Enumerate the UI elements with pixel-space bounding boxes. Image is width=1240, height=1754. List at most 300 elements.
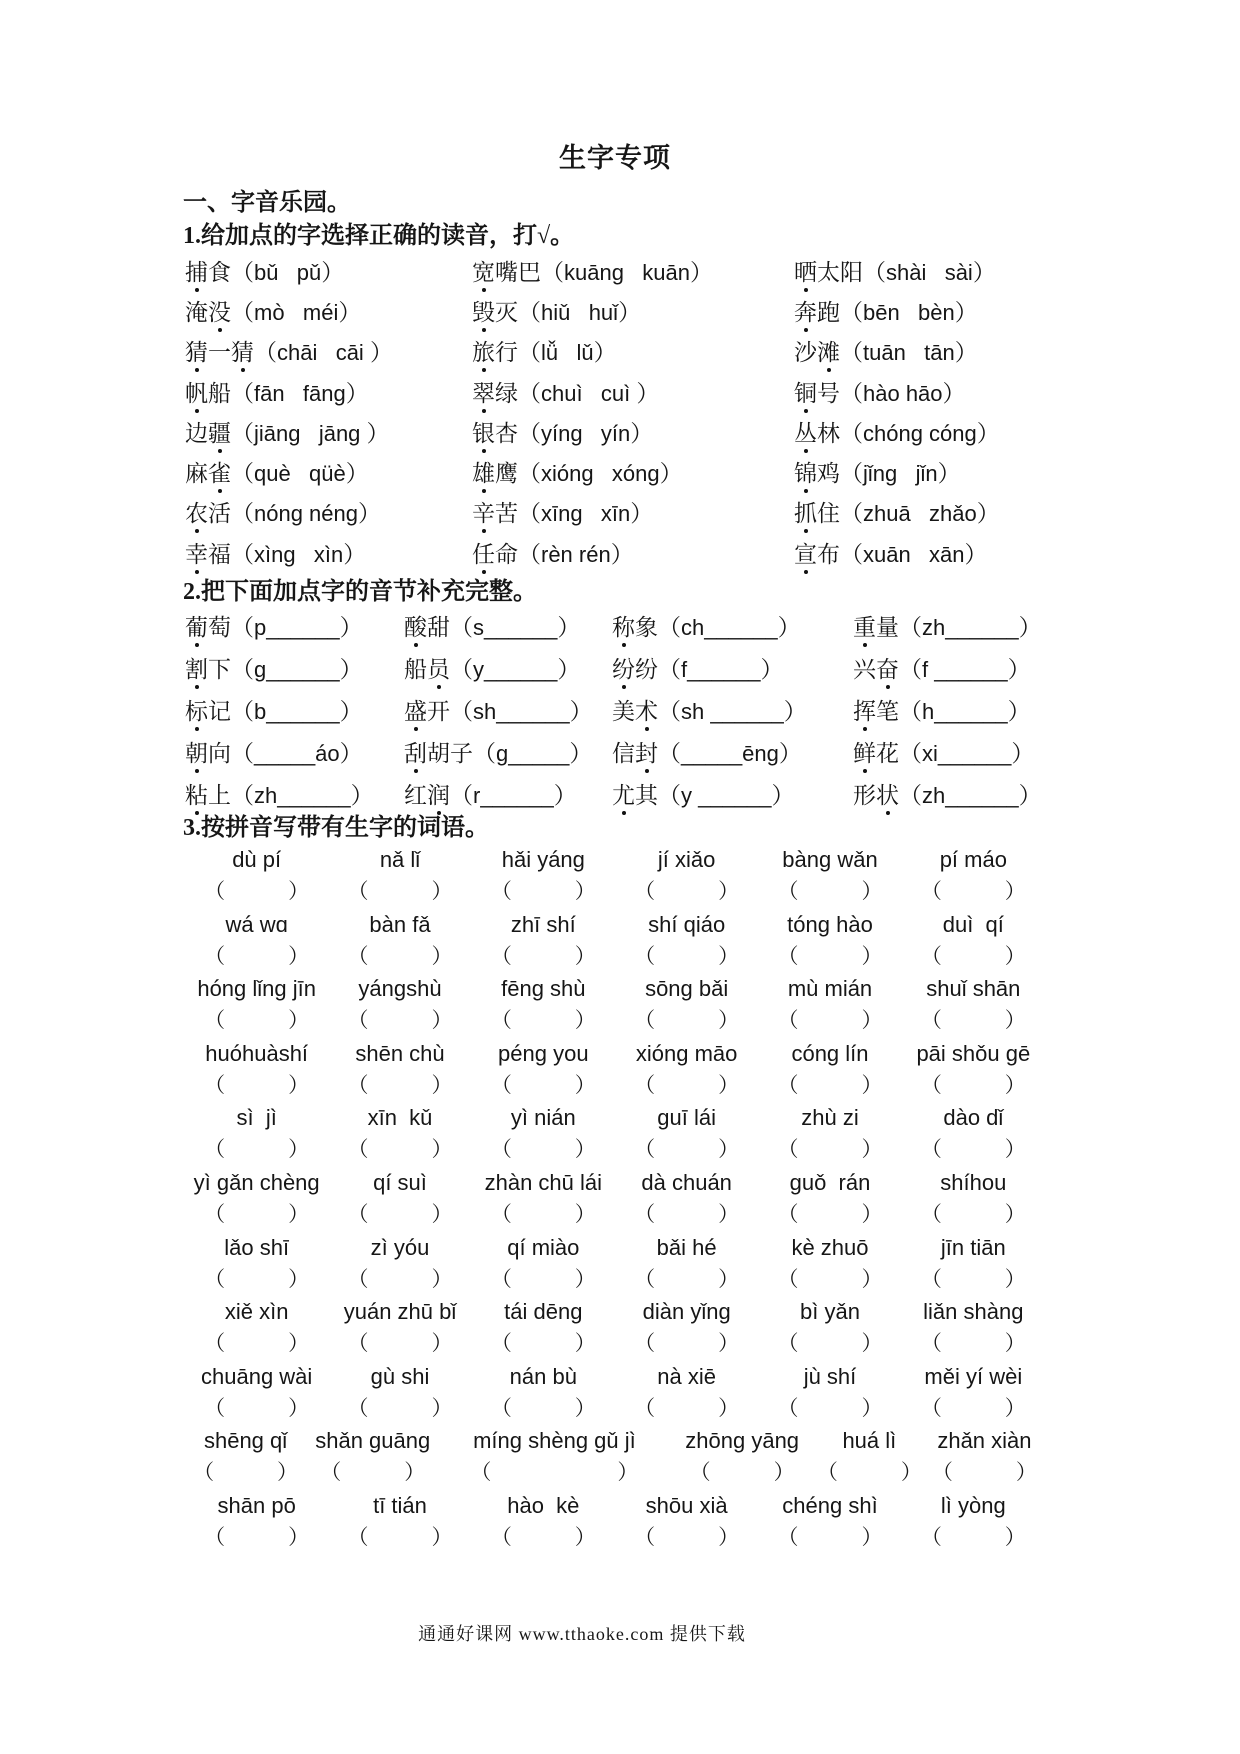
answer-parens: （ ）	[347, 1072, 453, 1097]
hanzi-char: 术	[635, 693, 658, 726]
paren-open: （	[518, 299, 541, 325]
syllable-blank: zh______	[922, 782, 1019, 808]
section1-heading: 一、字音乐园。	[183, 190, 351, 216]
hanzi-char: 上	[208, 782, 231, 808]
answer-parens: （ ）	[320, 1460, 426, 1485]
hanzi-char: 丛	[794, 415, 817, 448]
hanzi-char: 割	[185, 651, 208, 684]
syllable-blank: _____áo	[254, 740, 340, 766]
answer-parens: （ ）	[204, 1524, 310, 1549]
pinyin-word: guī lái	[657, 1105, 717, 1131]
pinyin-word: chuāng wài	[201, 1363, 313, 1389]
pinyin-row	[185, 1103, 1045, 1133]
syllable-blank: g_____	[496, 740, 570, 766]
hanzi-char: 活	[208, 501, 231, 527]
pinyin-word: cóng lín	[791, 1040, 869, 1066]
answer-parens: （ ）	[920, 1331, 1026, 1356]
hanzi-char: 晒	[794, 254, 817, 287]
paren-open: （	[231, 501, 254, 527]
pinyin-word: hóng lǐng jīn	[197, 976, 316, 1002]
pinyin-word: shí qiáo	[648, 911, 726, 937]
answer-parens: （ ）	[204, 879, 310, 903]
word-item	[185, 375, 472, 408]
hanzi-word	[853, 699, 899, 724]
word-item	[853, 777, 1055, 810]
answer-parens: （ ）	[490, 1072, 596, 1097]
paren-open: （	[840, 380, 863, 406]
paren-close: ）	[338, 299, 362, 325]
answer-row	[185, 875, 1045, 910]
paren-close: ）	[630, 501, 654, 527]
pinyin-choices: jǐng jǐn	[863, 461, 938, 487]
pinyin-word: xīn kǔ	[367, 1105, 433, 1131]
word-item	[404, 609, 612, 642]
word-item	[853, 651, 1055, 684]
answer-parens: （ ）	[347, 943, 453, 968]
pinyin-word: shuǐ shān	[926, 976, 1021, 1002]
pinyin-word: yángshù	[358, 976, 442, 1002]
pinyin-word: zhǎn xiàn	[937, 1428, 1032, 1454]
word-item	[853, 735, 1055, 768]
pinyin-word: shēng qǐ	[203, 1428, 288, 1454]
pinyin-word: lǎo shī	[224, 1234, 290, 1260]
pinyin-choices: zhuā zhǎo	[863, 501, 977, 527]
hanzi-word	[185, 615, 231, 640]
pinyin-row	[185, 1362, 1045, 1392]
hanzi-word	[185, 421, 231, 446]
answer-parens: （ ）	[920, 1137, 1026, 1162]
pinyin-word: diàn yǐng	[642, 1299, 731, 1325]
paren-close: ）	[937, 461, 961, 487]
pinyin-word: nà xiē	[657, 1363, 717, 1389]
hanzi-char: 沙	[794, 340, 817, 366]
pinyin-choices: hào hāo	[863, 380, 943, 406]
hanzi-char: 巴	[518, 259, 541, 285]
pinyin-choices: nóng néng	[254, 501, 358, 527]
hanzi-char: 住	[817, 501, 840, 527]
hanzi-word	[472, 381, 518, 406]
answer-parens: （ ）	[490, 879, 596, 903]
hanzi-char: 美	[612, 698, 635, 724]
hanzi-char: 子	[450, 740, 473, 766]
hanzi-word	[472, 421, 518, 446]
hanzi-char: 朝	[185, 735, 208, 768]
answer-parens: （ ）	[634, 1137, 740, 1162]
pinyin-word: liǎn shàng	[923, 1299, 1024, 1325]
pinyin-choices: xióng xóng	[541, 461, 660, 487]
hanzi-char: 铜	[794, 375, 817, 408]
hanzi-word	[472, 340, 518, 365]
word-item	[472, 495, 794, 528]
hanzi-char: 阳	[840, 259, 863, 285]
answer-row	[185, 1069, 1045, 1104]
answer-parens: （ ）	[634, 879, 740, 903]
pinyin-word: pāi shǒu gē	[916, 1040, 1031, 1066]
answer-parens: （ ）	[920, 1201, 1026, 1226]
pinyin-word: dà chuán	[641, 1169, 732, 1195]
word-item	[185, 735, 404, 768]
answer-parens: （ ）	[490, 943, 596, 968]
hanzi-char: 杏	[495, 420, 518, 446]
hanzi-word	[794, 381, 840, 406]
hanzi-word	[794, 300, 840, 325]
paren-close: ）	[343, 541, 367, 567]
syllable-blank: ch______	[681, 614, 778, 640]
paren-close: ）	[771, 782, 795, 808]
word-row	[185, 451, 1055, 491]
pinyin-choices: chóng cóng	[863, 420, 977, 446]
word-item	[612, 735, 853, 768]
answer-row	[185, 1263, 1045, 1298]
paren-close: ）	[358, 501, 381, 527]
hanzi-char: 标	[185, 693, 208, 726]
word-row	[185, 371, 1055, 411]
hanzi-word	[794, 340, 840, 365]
paren-open: （	[840, 501, 863, 527]
hanzi-word	[794, 461, 840, 486]
hanzi-char: 开	[427, 698, 450, 724]
answer-parens: （ ）	[634, 1201, 740, 1226]
pinyin-word: duì qí	[942, 911, 1004, 937]
hanzi-char: 银	[472, 415, 495, 448]
exercise2-instruction: 2.把下面加点字的音节补充完整。	[183, 579, 537, 605]
pinyin-word: bì yǎn	[800, 1299, 860, 1325]
paren-open: （	[231, 541, 254, 567]
hanzi-word	[185, 657, 231, 682]
hanzi-char: 其	[635, 782, 658, 808]
hanzi-char: 雀	[208, 455, 231, 488]
hanzi-char: 任	[472, 536, 495, 569]
paren-open: （	[450, 656, 473, 682]
paren-close: ）	[593, 340, 617, 366]
answer-parens: （ ）	[204, 943, 310, 968]
answer-parens: （ ）	[490, 1524, 596, 1549]
answer-parens: （ ）	[490, 1008, 596, 1033]
hanzi-word	[853, 615, 899, 640]
paren-open: （	[518, 420, 541, 446]
hanzi-char: 船	[404, 656, 427, 682]
answer-parens: （ ）	[204, 1137, 310, 1162]
word-item	[185, 254, 472, 287]
answer-parens: （ ）	[777, 1331, 883, 1356]
paren-open: （	[840, 299, 863, 325]
word-item	[404, 735, 612, 768]
answer-row	[185, 1327, 1045, 1362]
paren-close: ）	[976, 501, 1000, 527]
pinyin-word: shíhou	[940, 1169, 1007, 1195]
answer-parens: （ ）	[777, 1137, 883, 1162]
pinyin-choices: què qüè	[254, 461, 346, 487]
pinyin-word: zì yóu	[370, 1234, 430, 1260]
word-item	[612, 609, 853, 642]
answer-parens: （ ）	[920, 1266, 1026, 1291]
paren-close: ）	[777, 614, 801, 640]
pinyin-row	[185, 1297, 1045, 1327]
word-item	[185, 455, 472, 488]
hanzi-char: 没	[208, 294, 231, 327]
hanzi-word	[404, 615, 450, 640]
syllable-blank: h______	[922, 698, 1008, 724]
word-item	[794, 375, 1055, 408]
pinyin-choices: xìng xìn	[254, 541, 344, 567]
paren-close: ）	[618, 299, 642, 325]
answer-parens: （ ）	[777, 1072, 883, 1097]
pinyin-word: péng you	[498, 1040, 589, 1066]
answer-parens: （ ）	[347, 1331, 453, 1356]
pinyin-word: bǎi hé	[656, 1234, 717, 1260]
hanzi-word	[185, 501, 231, 526]
answer-parens: （ ）	[347, 1524, 453, 1549]
answer-row	[185, 1004, 1045, 1039]
hanzi-char: 重	[853, 609, 876, 642]
answer-parens: （ ）	[634, 1331, 740, 1356]
paren-open: （	[899, 656, 922, 682]
paren-open: （	[899, 782, 922, 808]
word-item	[794, 294, 1055, 327]
word-item	[185, 495, 472, 528]
hanzi-char: 福	[208, 541, 231, 567]
paren-open: （	[658, 782, 681, 808]
paren-open: （	[231, 299, 254, 325]
pinyin-word: tī tián	[373, 1492, 427, 1518]
pinyin-word: hǎi yáng	[501, 847, 585, 872]
paren-open: （	[231, 656, 254, 682]
word-item	[472, 294, 794, 327]
pinyin-row	[185, 1233, 1045, 1263]
pinyin-choices: yíng yín	[541, 420, 631, 446]
paren-open: （	[450, 782, 473, 808]
paren-close: ）	[369, 340, 393, 366]
answer-parens: （ ）	[490, 1395, 596, 1420]
paren-close: ）	[553, 782, 577, 808]
hanzi-char: 麻	[185, 461, 208, 487]
answer-parens: （ ）	[490, 1331, 596, 1356]
hanzi-word	[794, 260, 863, 285]
hanzi-char: 疆	[208, 415, 231, 448]
pinyin-word: dù pí	[232, 847, 282, 872]
answer-parens: （ ）	[490, 1137, 596, 1162]
word-item	[185, 415, 472, 448]
paren-close: ）	[339, 740, 363, 766]
paren-open: （	[840, 461, 863, 487]
paren-open: （	[518, 541, 541, 567]
pinyin-word: yì nián	[510, 1105, 576, 1131]
paren-open: （	[863, 259, 886, 285]
paren-open: （	[518, 461, 541, 487]
pinyin-word: jù shí	[803, 1363, 857, 1389]
answer-parens: （ ）	[347, 1266, 453, 1291]
hanzi-word	[612, 699, 658, 724]
paren-close: ）	[954, 299, 978, 325]
paren-close: ）	[339, 614, 363, 640]
paren-close: ）	[942, 380, 966, 406]
hanzi-char: 旅	[472, 334, 495, 367]
answer-row	[185, 1392, 1045, 1427]
hanzi-char: 幸	[185, 536, 208, 569]
hanzi-word	[185, 260, 231, 285]
hanzi-char: 向	[208, 740, 231, 766]
pinyin-row	[185, 1168, 1045, 1198]
answer-parens: （ ）	[347, 879, 453, 903]
hanzi-char: 记	[208, 698, 231, 724]
pinyin-word: sōng bǎi	[645, 976, 729, 1002]
pinyin-word: hào kè	[507, 1492, 580, 1518]
hanzi-word	[185, 699, 231, 724]
paren-close: ）	[659, 461, 683, 487]
syllable-blank: sh______	[473, 698, 570, 724]
exercise2-word-list	[185, 604, 1055, 814]
hanzi-char: 鲜	[853, 735, 876, 768]
pinyin-choices: jiāng jāng	[254, 420, 367, 446]
pinyin-word: fēng shù	[501, 976, 586, 1002]
paren-close: ）	[783, 698, 807, 724]
answer-parens: （ ）	[777, 943, 883, 968]
word-item	[794, 254, 1055, 287]
hanzi-char: 状	[876, 777, 899, 810]
paren-close: ）	[569, 740, 593, 766]
hanzi-char: 兴	[853, 656, 876, 682]
hanzi-word	[404, 741, 473, 766]
pinyin-word: shōu xià	[645, 1492, 728, 1518]
hanzi-char: 雄	[472, 455, 495, 488]
pinyin-choices: hiǔ huǐ	[541, 299, 619, 325]
paren-close: ）	[1018, 614, 1042, 640]
pinyin-choices: shài sài	[886, 259, 973, 285]
pinyin-choices: chāi cāi	[277, 340, 370, 366]
hanzi-word	[185, 542, 231, 567]
answer-parens: （ ）	[920, 879, 1026, 903]
hanzi-char: 润	[427, 777, 450, 810]
hanzi-word	[612, 615, 658, 640]
paren-close: ）	[610, 541, 634, 567]
paren-open: （	[231, 740, 254, 766]
hanzi-char: 跑	[817, 299, 840, 325]
syllable-blank: r______	[473, 782, 554, 808]
answer-parens: （ ）	[347, 1137, 453, 1162]
hanzi-word	[612, 783, 658, 808]
answer-parens: （ ）	[634, 1395, 740, 1420]
hanzi-char: 帆	[185, 375, 208, 408]
exercise1-word-list	[185, 250, 1055, 572]
hanzi-char: 一	[208, 340, 231, 366]
hanzi-char: 鹰	[495, 461, 518, 487]
word-item	[472, 334, 794, 367]
paren-close: ）	[366, 420, 390, 446]
hanzi-char: 挥	[853, 693, 876, 726]
hanzi-char: 布	[817, 541, 840, 567]
hanzi-char: 象	[635, 614, 658, 640]
word-item	[794, 495, 1055, 528]
syllable-blank: _____ēng	[681, 740, 779, 766]
answer-row	[185, 940, 1045, 975]
hanzi-word	[185, 381, 231, 406]
pinyin-choices: xīng xīn	[541, 501, 631, 527]
hanzi-word	[472, 542, 518, 567]
paren-close: ）	[1007, 698, 1031, 724]
hanzi-word	[853, 741, 899, 766]
pinyin-word: míng shèng gǔ jì	[473, 1428, 636, 1454]
hanzi-char: 号	[817, 380, 840, 406]
paren-close: ）	[350, 782, 374, 808]
paren-close: ）	[636, 380, 660, 406]
word-row	[185, 604, 1055, 646]
hanzi-word	[794, 421, 840, 446]
hanzi-word	[185, 461, 231, 486]
hanzi-word	[472, 501, 518, 526]
hanzi-char: 食	[208, 259, 231, 285]
answer-parens: （ ）	[920, 943, 1026, 968]
hanzi-char: 太	[817, 259, 840, 285]
hanzi-char: 边	[185, 420, 208, 446]
hanzi-char: 红	[404, 782, 427, 808]
word-row	[185, 411, 1055, 451]
pinyin-choices: bǔ pǔ	[254, 259, 322, 285]
word-row	[185, 250, 1055, 290]
answer-parens: （ ）	[634, 1072, 740, 1097]
answer-row	[185, 1521, 1045, 1556]
word-item	[185, 609, 404, 642]
footer-source-note: 通通好课网 www.tthaoke.com 提供下载	[418, 1624, 746, 1644]
hanzi-char: 毁	[472, 294, 495, 327]
hanzi-char: 船	[208, 380, 231, 406]
pinyin-word: xiě xìn	[224, 1299, 289, 1325]
paren-open: （	[450, 614, 473, 640]
paren-open: （	[518, 340, 541, 366]
pinyin-word: zhōng yāng	[685, 1428, 800, 1454]
paren-open: （	[658, 656, 681, 682]
paren-open: （	[840, 420, 863, 446]
word-row	[185, 532, 1055, 572]
word-item	[853, 609, 1055, 642]
hanzi-char: 农	[185, 495, 208, 528]
answer-row	[185, 1456, 1045, 1491]
paren-open: （	[231, 614, 254, 640]
pinyin-choices: rèn rén	[541, 541, 611, 567]
word-item	[794, 415, 1055, 448]
hanzi-word	[185, 340, 254, 365]
hanzi-char: 花	[876, 740, 899, 766]
answer-parens: （ ）	[204, 1395, 310, 1420]
pinyin-word: guǒ rán	[789, 1169, 871, 1195]
paren-open: （	[541, 259, 564, 285]
pinyin-word: dào dǐ	[943, 1105, 1004, 1131]
word-item	[472, 455, 794, 488]
word-row	[185, 730, 1055, 772]
hanzi-word	[612, 657, 658, 682]
pinyin-word: wá wɑ	[225, 911, 288, 937]
paren-close: ）	[569, 698, 593, 724]
hanzi-char: 纷	[635, 656, 658, 682]
word-item	[404, 651, 612, 684]
hanzi-char: 称	[612, 609, 635, 642]
hanzi-char: 苦	[495, 501, 518, 527]
hanzi-word	[404, 657, 450, 682]
pinyin-choices: bēn bèn	[863, 299, 955, 325]
syllable-blank: s______	[473, 614, 558, 640]
syllable-blank: zh______	[922, 614, 1019, 640]
answer-parens: （ ）	[634, 1266, 740, 1291]
paren-open: （	[899, 614, 922, 640]
paren-close: ）	[557, 656, 581, 682]
syllable-blank: xi______	[922, 740, 1012, 766]
paren-close: ）	[972, 259, 996, 285]
hanzi-word	[853, 783, 899, 808]
answer-parens: （ ）	[204, 1201, 310, 1226]
answer-parens: （ ）	[204, 1072, 310, 1097]
answer-parens: （ ）	[777, 1008, 883, 1033]
paren-close: ）	[339, 656, 363, 682]
answer-parens: （ ）	[204, 1008, 310, 1033]
